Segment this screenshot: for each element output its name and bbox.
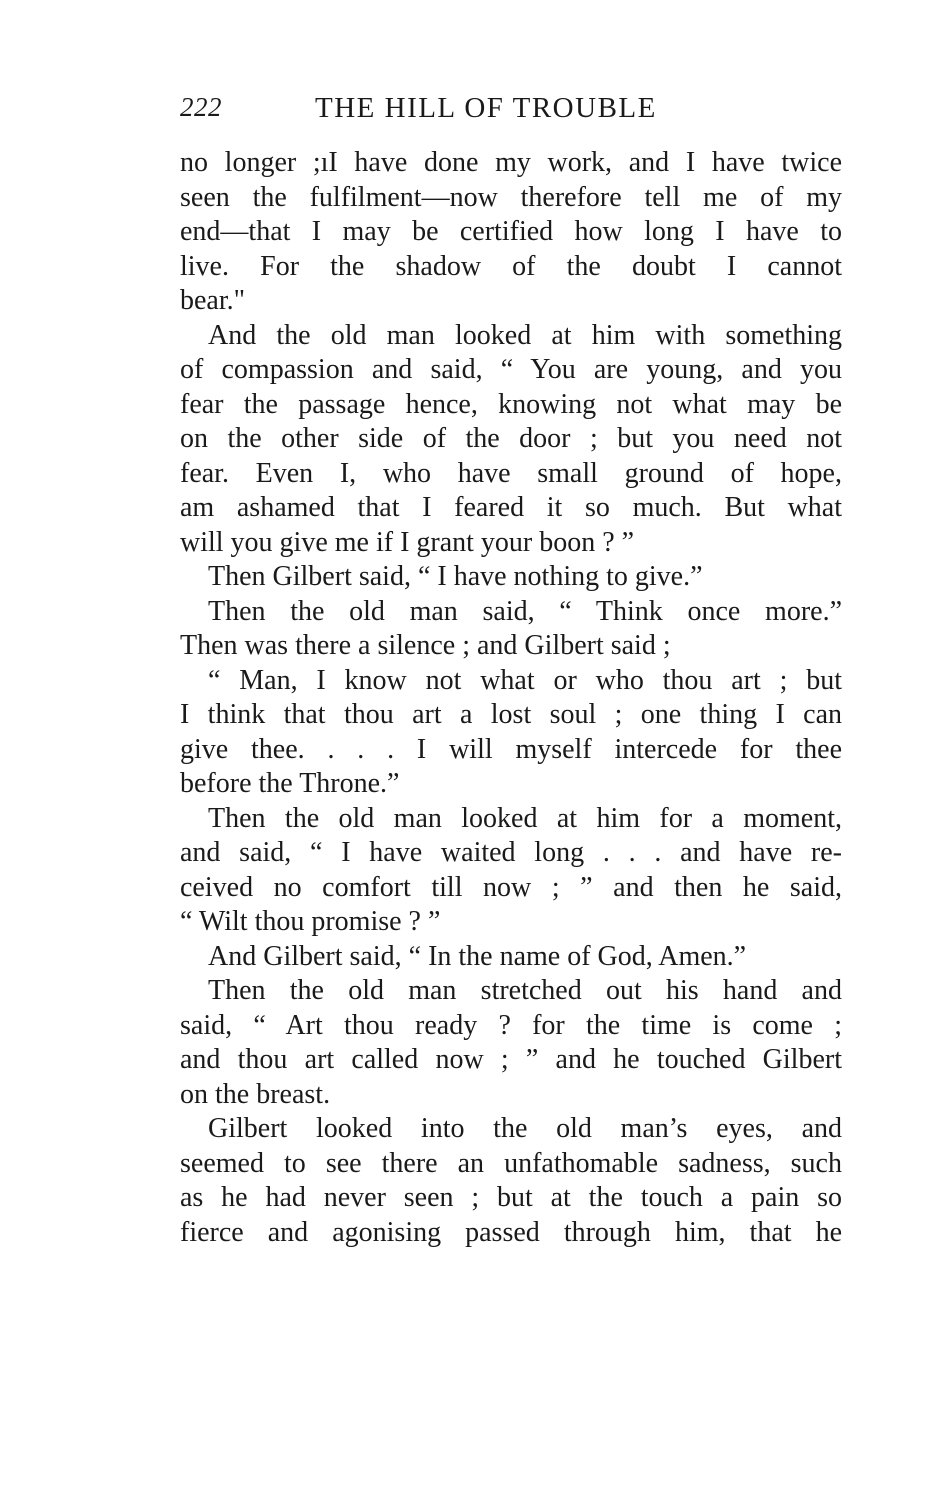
- text-line: bear.": [180, 285, 246, 316]
- text-line: Then the old man stretched out his hand and: [208, 975, 842, 1006]
- text-line: fierce and agonising passed through him, that he: [180, 1216, 842, 1248]
- text-line: fear the passage hence, knowing not what may be: [180, 388, 842, 420]
- body-text: [180, 146, 842, 1250]
- text-line: seemed to see there an unfathomable sadness, such: [180, 1147, 842, 1179]
- text-line: And the old man looked at him with something: [208, 319, 842, 351]
- text-line: seen the fulfilment—now therefore tell me of my: [180, 181, 842, 213]
- text-line: “ Wilt thou promise ? ”: [180, 906, 441, 937]
- text-line: fear. Even I, who have small ground of hope,: [180, 457, 842, 489]
- text-line: as he had never seen ; but at the touch a pain so: [180, 1182, 842, 1213]
- text-line: Then was there a silence ; and Gilbert said ;: [180, 630, 671, 661]
- text-line: end—that I may be certified how long I have to: [180, 216, 842, 247]
- text-line: Then the old man said, “ Think once more.”: [208, 595, 842, 627]
- text-line: said, “ Art thou ready ? for the time is come ;: [180, 1009, 842, 1041]
- text-line: And Gilbert said, “ In the name of God, Amen.”: [208, 940, 747, 972]
- text-line: am ashamed that I feared it so much. But what: [180, 492, 842, 523]
- text-line: on the other side of the door ; but you need not: [180, 423, 842, 454]
- text-line: on the breast.: [180, 1078, 331, 1110]
- running-title: THE HILL OF TROUBLE: [315, 92, 657, 124]
- text-line: live. For the shadow of the doubt I cannot: [180, 250, 842, 282]
- text-line: Then the old man looked at him for a moment,: [208, 802, 842, 834]
- text-line: and said, “ I have waited long . . . and have re-: [180, 837, 842, 868]
- text-line: no longer ;ıI have done my work, and I have twice: [180, 147, 842, 178]
- text-line: ceived no comfort till now ; ” and then he said,: [180, 871, 842, 903]
- text-line: of compassion and said, “ You are young, and you: [180, 354, 842, 385]
- text-line: “ Man, I know not what or who thou art ; but: [208, 664, 842, 696]
- text-line: Then Gilbert said, “ I have nothing to give.”: [208, 561, 703, 592]
- text-line: I think that thou art a lost soul ; one thing I can: [180, 699, 842, 730]
- page-header: [180, 92, 842, 128]
- text-line: will you give me if I grant your boon ? ”: [180, 526, 635, 558]
- text-line: Gilbert looked into the old man’s eyes, and: [208, 1113, 842, 1144]
- text-line: give thee. . . . I will myself intercede for thee: [180, 733, 842, 765]
- text-line: and thou art called now ; ” and he touched Gilbert: [180, 1044, 842, 1075]
- text-line: before the Throne.”: [180, 768, 400, 799]
- page-number: 222: [180, 92, 222, 122]
